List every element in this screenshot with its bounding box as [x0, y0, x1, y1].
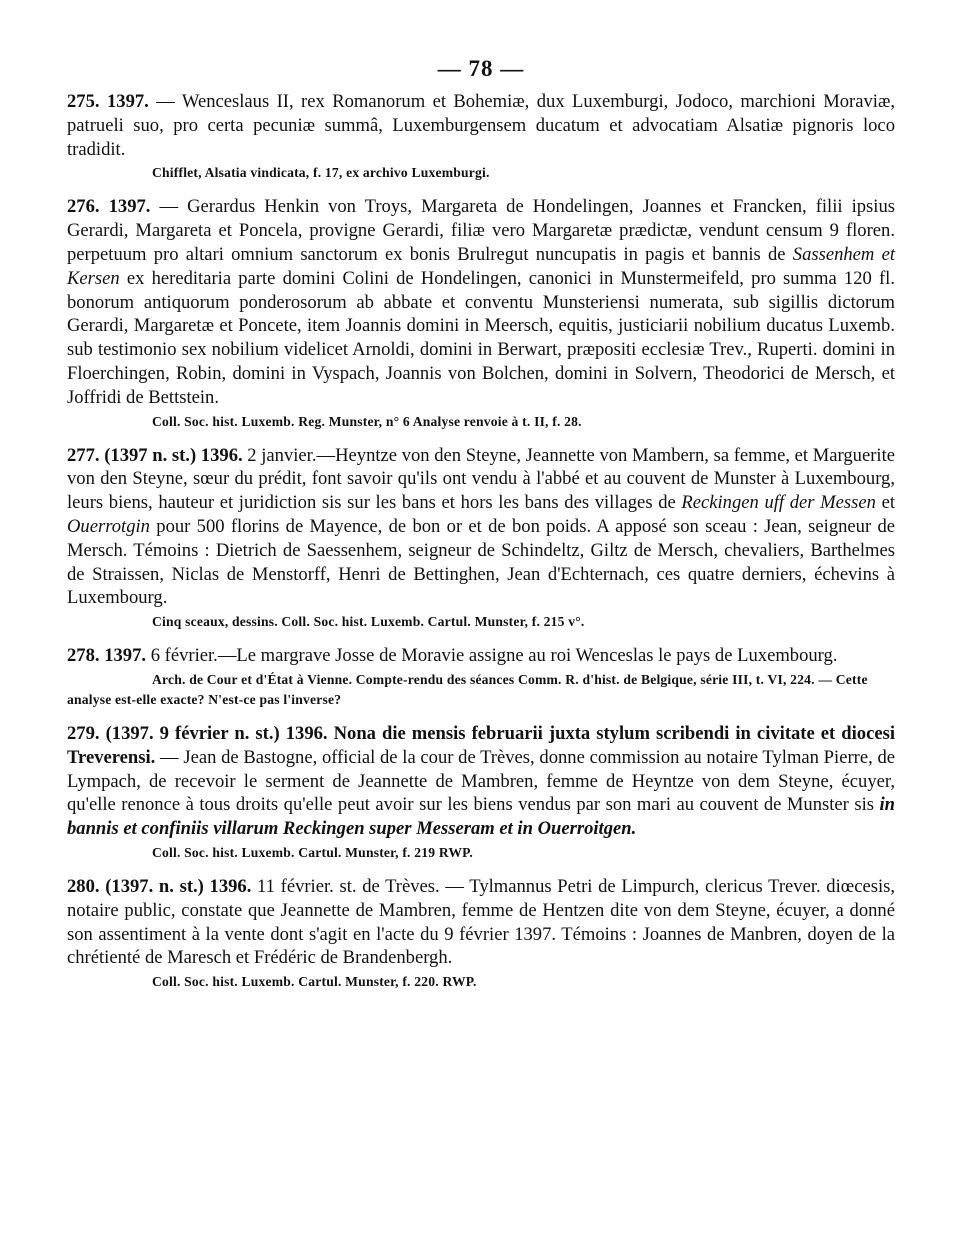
entry-number: 279.	[67, 722, 100, 744]
entry-place-names: in bannis et confiniis villarum Reckingen super Messeram et in Ouerroitgen.	[67, 794, 895, 840]
entry-number: 277.	[67, 444, 100, 466]
entry-body	[67, 722, 895, 841]
entry-year: 1396.	[200, 444, 243, 466]
entry-source: Chifflet, Alsatia vindicata, f. 17, ex archivo Luxemburgi.	[152, 165, 490, 181]
entry-date: 2 janvier.	[242, 444, 317, 466]
entry-text: —Le margrave Josse de Moravie assigne au roi Wenceslas le pays de Luxembourg.	[217, 645, 838, 667]
entry-body	[67, 195, 895, 409]
entry-text-end: pour 500 florins de Mayence, de bon or et de bon poids. A apposé son sceau : Jean, seigneur de Mersch. Témoins : Dietrich de Saessenhem, seigneur de Schindeltz, Giltz de Mersch, chevaliers, Barthelmes de Straissen, Niclas de Menstorff, Henri de Bettinghen, Jean d'Echternach, ces quatre derniers, échevins à Luxembourg.	[67, 515, 895, 609]
entry-dating-clause: Nona die mensis februarii juxta stylum scribendi in civitate et diocesi Treverensi.	[67, 722, 895, 768]
entry-277	[67, 444, 895, 633]
entry-body	[67, 90, 895, 161]
entry-source: Coll. Soc. hist. Luxemb. Cartul. Munster, f. 219 RWP.	[152, 844, 474, 860]
entry-text: 11 février. st. de Trèves. — Tylmannus Petri de Limpurch, clericus Trever. diœcesis, notaire public, constate que Jeannette de Mambren, femme de Hentzen dite von dem Steyne, écuyer, a donné son assentiment à la vente dont s'agit en l'acte du 9 février 1397. Témoins : Joannes de Manbren, doyen de la chrétienté de Maresch et Frédéric de Brandenbergh.	[67, 875, 895, 969]
document-page	[67, 56, 895, 1004]
entry-text-continued: ex hereditaria parte domini Colini de Hondelingen, canonici in Munstermeifeld, pro summa 120 fl. bonorum antiquorum ponderosorum ab abbate et conventu Munsteriensi numerata, sub sigillis dictorum Gerardi, Margaretæ et Poncete, item Joannis domini in Meersch, equitis, justiciarii nobilium ducatus Luxemb. sub testimonio sex nobilium videlicet Arnoldi, domini in Berwart, præpositi ecclesiæ Trev., Ruperti. domini in Floerchingen, Robin, domini in Vyspach, Joannis von Bolchen, domini in Solvern, Theodorici de Mersch, et Joffridi de Bettstein.	[67, 267, 895, 408]
entry-278	[67, 644, 895, 710]
entry-279	[67, 722, 895, 863]
entry-year: 1397.	[108, 196, 151, 218]
entry-year: 1396.	[209, 875, 252, 897]
entry-body	[67, 444, 895, 611]
entry-number: 280.	[67, 875, 100, 897]
entry-body	[67, 644, 895, 668]
entry-place-name: Reckingen uff der Messen	[681, 492, 876, 514]
entry-year: 1397.	[104, 645, 147, 667]
entry-text-continued: et	[875, 492, 895, 514]
page-number: — 78 —	[437, 56, 525, 81]
entry-source: Coll. Soc. hist. Luxemb. Reg. Munster, n° 6 Analyse renvoie à t. II, f. 28.	[152, 413, 582, 429]
entry-year-new-style: (1397. n. st.)	[99, 875, 210, 897]
entry-year: 1397.	[106, 91, 149, 112]
entry-280	[67, 875, 895, 992]
entry-text: — Gerardus Henkin von Troys, Margareta de Hondelingen, Joannes et Francken, filii ipsius Gerardi, Margareta et Poncela, provigne Gerardi, filiæ vero Margaretæ prædictæ, vendunt censum 9 floren. perpetuum pro altari omnium sanctorum ex bonis Brulregut nuncupatis in pagis et bannis de	[67, 196, 895, 265]
entry-date: 6 février.	[146, 645, 218, 667]
entry-year: 1396.	[285, 722, 328, 744]
entry-place-names: Sassenhem et Kersen	[67, 243, 895, 289]
entry-text: —Heyntze von den Steyne, Jeannette von Mambern, sa femme, et Marguerite von den Steyne, sœur du prédit, font savoir qu'ils ont vendu à l'abbé et au couvent de Munster à Luxembourg, leurs biens, hauteur et juridiction sis sur les bans et hors les bans des villages de	[67, 444, 895, 514]
entry-text: — Wenceslaus II, rex Romanorum et Bohemiæ, dux Luxemburgi, Jodoco, marchioni Moraviæ, patrueli suo, pro certa pecuniæ summâ, Luxemburgensem ducatum et advocatiam Alsatiæ pignoris loco tradidit.	[67, 91, 895, 160]
entry-number: 278.	[67, 645, 100, 667]
entry-source: Arch. de Cour et d'État à Vienne. Compte-rendu des séances Comm. R. d'hist. de Belgique, série III, t. VI, 224. — Cette analyse est-elle exacte? N'est-ce pas l'inverse?	[67, 671, 868, 707]
entry-source: Cinq sceaux, dessins. Coll. Soc. hist. Luxemb. Cartul. Munster, f. 215 v°.	[152, 614, 585, 630]
entry-year-new-style: (1397 n. st.)	[99, 444, 201, 466]
entry-year-new-style: (1397. 9 février n. st.)	[99, 722, 286, 744]
entry-body	[67, 875, 895, 970]
entry-source: Coll. Soc. hist. Luxemb. Cartul. Munster, f. 220. RWP.	[152, 974, 477, 990]
entry-number: 276.	[67, 196, 100, 218]
entry-276	[67, 195, 895, 431]
entry-place-name-2: Ouerrotgin	[67, 515, 150, 537]
entry-275	[67, 90, 895, 183]
entry-number: 275.	[67, 91, 100, 112]
entry-text: — Jean de Bastogne, official de la cour de Trèves, donne commission au notaire Tylman Pierre, de Lympach, de recevoir le serment de Jeannette de Mambren, femme de Heyntze von dem Steyne, écuyer, qu'elle renonce à tous droits qu'elle peut avoir sur les biens vendus par son mari au couvent de Munster sis	[67, 746, 895, 816]
